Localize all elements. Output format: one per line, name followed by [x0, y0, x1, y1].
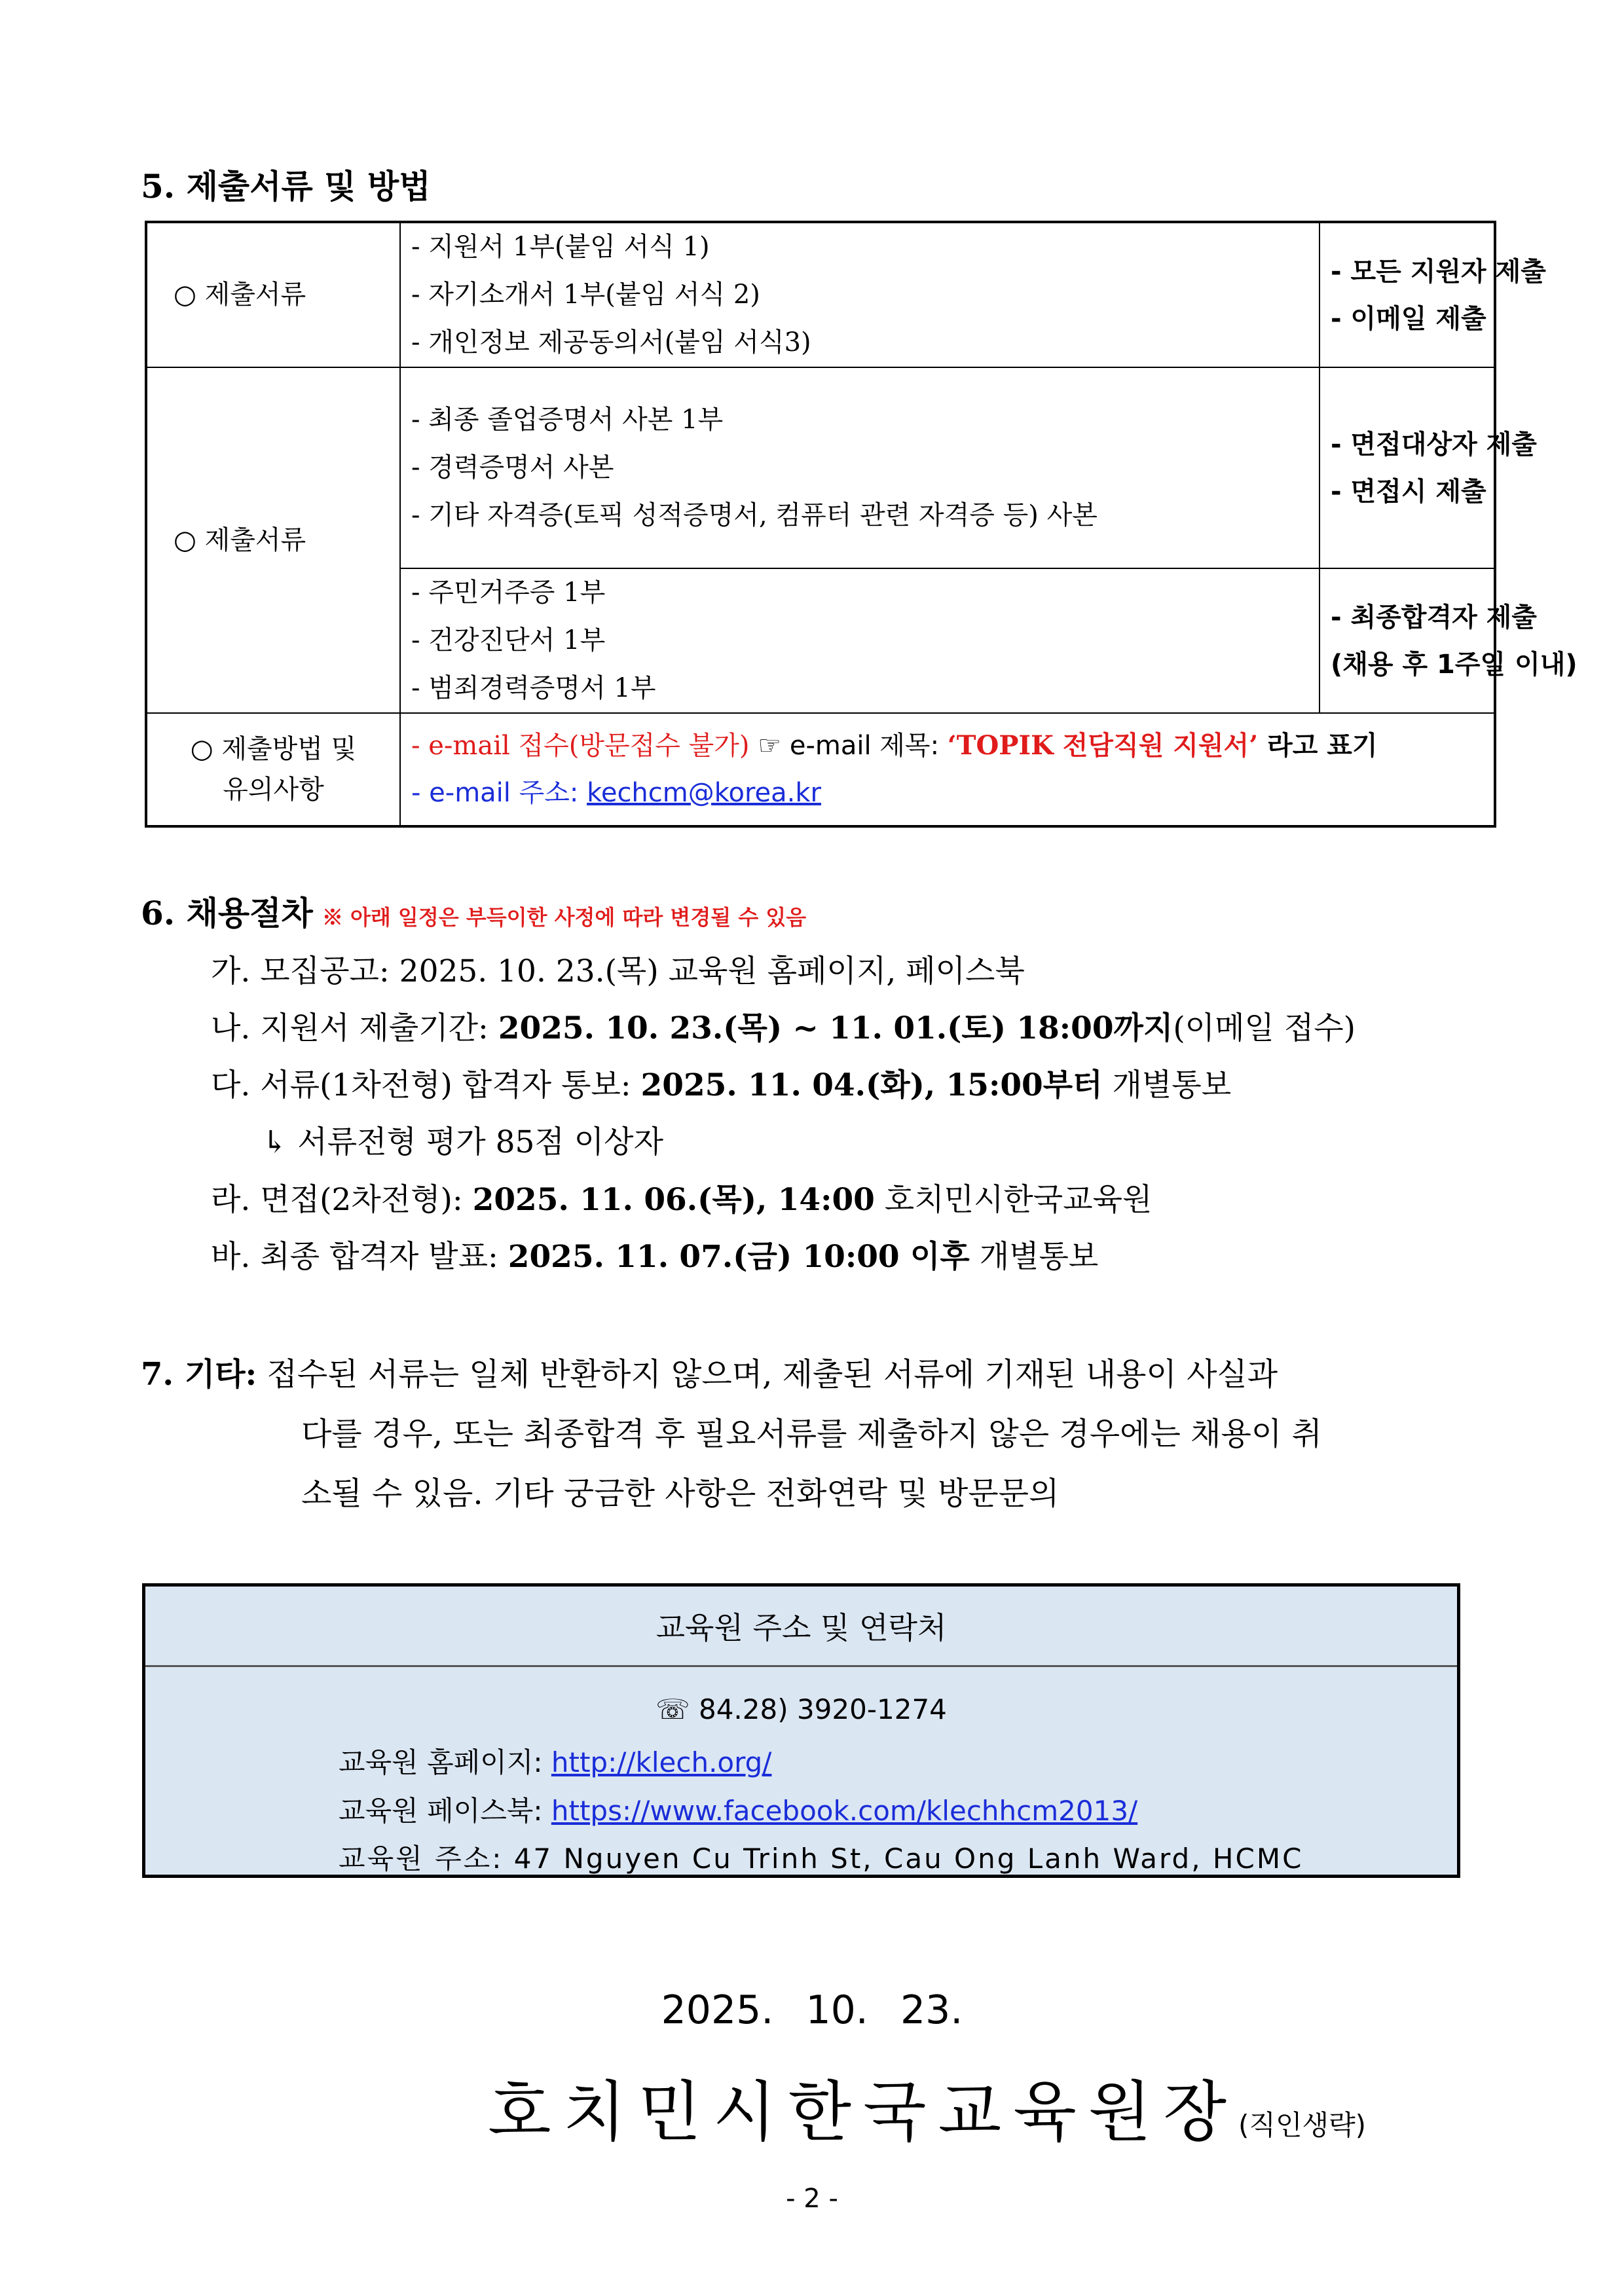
email-address-line: - e-mail 주소: kechcm@korea.kr — [411, 778, 821, 808]
list-item: - 주민거주증 1부 — [411, 578, 606, 608]
row3-label: ○ 제출방법 및 유의사항 — [146, 713, 400, 826]
schedule-item: 나. 지원서 제출기간: 2025. 10. 23.(목) ~ 11. 01.(토) 18:00까지(이메일 접수) — [211, 1010, 1356, 1046]
email-link[interactable]: kechcm@korea.kr — [587, 778, 821, 808]
homepage-line: 교육원 홈페이지: http://klech.org/ — [339, 1746, 772, 1778]
row2-notes-a: - 면접대상자 제출 - 면접시 제출 — [1320, 367, 1495, 568]
row2-items-b — [400, 568, 1320, 713]
contact-box — [142, 1583, 1460, 1878]
table-row — [146, 713, 1495, 826]
row2-notes-b: - 최종합격자 제출 (채용 후 1주일 이내) — [1320, 568, 1495, 713]
list-item: - 건강진단서 1부 — [411, 625, 606, 655]
row2-items-a — [400, 367, 1320, 568]
section7-line2: 다를 경우, 또는 최종합격 후 필요서류를 제출하지 않은 경우에는 채용이 취 — [301, 1416, 1322, 1452]
section7-line1: 7. 기타: 접수된 서류는 일체 반환하지 않으며, 제출된 서류에 기재된 내용이 사실과 — [141, 1356, 1278, 1393]
list-item: - 개인정보 제공동의서(붙임 서식3) — [411, 327, 811, 358]
schedule-subitem: ↳ 서류전형 평가 85점 이상자 — [262, 1124, 663, 1160]
list-item: - 기타 자격증(토픽 성적증명서, 컴퓨터 관련 자격증 등) 사본 — [411, 500, 1098, 530]
row1-items — [400, 222, 1320, 367]
row3-content — [400, 713, 1495, 826]
list-item: - 자기소개서 1부(붙임 서식 2) — [411, 280, 760, 310]
phone: ☏ 84.28) 3920-1274 — [655, 1693, 947, 1725]
schedule-item: 가. 모집공고: 2025. 10. 23.(목) 교육원 홈페이지, 페이스북 — [211, 953, 1025, 989]
contact-title: 교육원 주소 및 연락처 — [145, 1587, 1457, 1667]
section5-title: 5. 제출서류 및 방법 — [141, 167, 431, 206]
email-instruction: - e-mail 접수(방문접수 불가) ☞ e-mail 제목: ‘TOPIK 전담직원 지원서’ 라고 표기 — [411, 730, 1378, 761]
submission-table — [145, 221, 1578, 828]
list-item: - 지원서 1부(붙임 서식 1) — [411, 232, 710, 262]
table-row — [146, 367, 1495, 568]
list-item: - 최종 졸업증명서 사본 1부 — [411, 405, 724, 435]
seal-note: (직인생략) — [1238, 2109, 1367, 2141]
section6-title: 6. 채용절차 ※ 아래 일정은 부득이한 사정에 따라 변경될 수 있음 — [141, 894, 807, 932]
row1-notes: - 모든 지원자 제출 - 이메일 제출 — [1320, 222, 1495, 367]
schedule-item: 라. 면접(2차전형): 2025. 11. 06.(목), 14:00 호치민시한국교육원 — [211, 1182, 1153, 1218]
row1-label: ○ 제출서류 — [146, 222, 400, 367]
address-line: 교육원 주소: 47 Nguyen Cu Trinh St, Cau Ong Lanh Ward, HCMC — [339, 1843, 1304, 1875]
signature: 호치민시한국교육원장(직인생략) — [488, 2074, 1367, 2150]
page-number: - 2 - — [786, 2184, 838, 2214]
facebook-link[interactable]: https://www.facebook.com/klechhcm2013/ — [551, 1795, 1138, 1827]
schedule-note: ※ 아래 일정은 부득이한 사정에 따라 변경될 수 있음 — [322, 905, 807, 930]
row2-label: ○ 제출서류 — [146, 367, 400, 713]
list-item: - 경력증명서 사본 — [411, 452, 614, 483]
schedule-item: 바. 최종 합격자 발표: 2025. 11. 07.(금) 10:00 이후 개별통보 — [211, 1239, 1099, 1275]
table-row — [146, 222, 1495, 367]
list-item: - 범죄경력증명서 1부 — [411, 673, 656, 703]
section7-line3: 소될 수 있음. 기타 궁금한 사항은 전화연락 및 방문문의 — [301, 1475, 1060, 1512]
homepage-link[interactable]: http://klech.org/ — [551, 1746, 772, 1778]
document-date: 2025. 10. 23. — [661, 1987, 963, 2033]
schedule-item: 다. 서류(1차전형) 합격자 통보: 2025. 11. 04.(화), 15:00부터 개별통보 — [211, 1067, 1232, 1103]
facebook-line: 교육원 페이스북: https://www.facebook.com/klechhcm2013/ — [339, 1795, 1138, 1827]
